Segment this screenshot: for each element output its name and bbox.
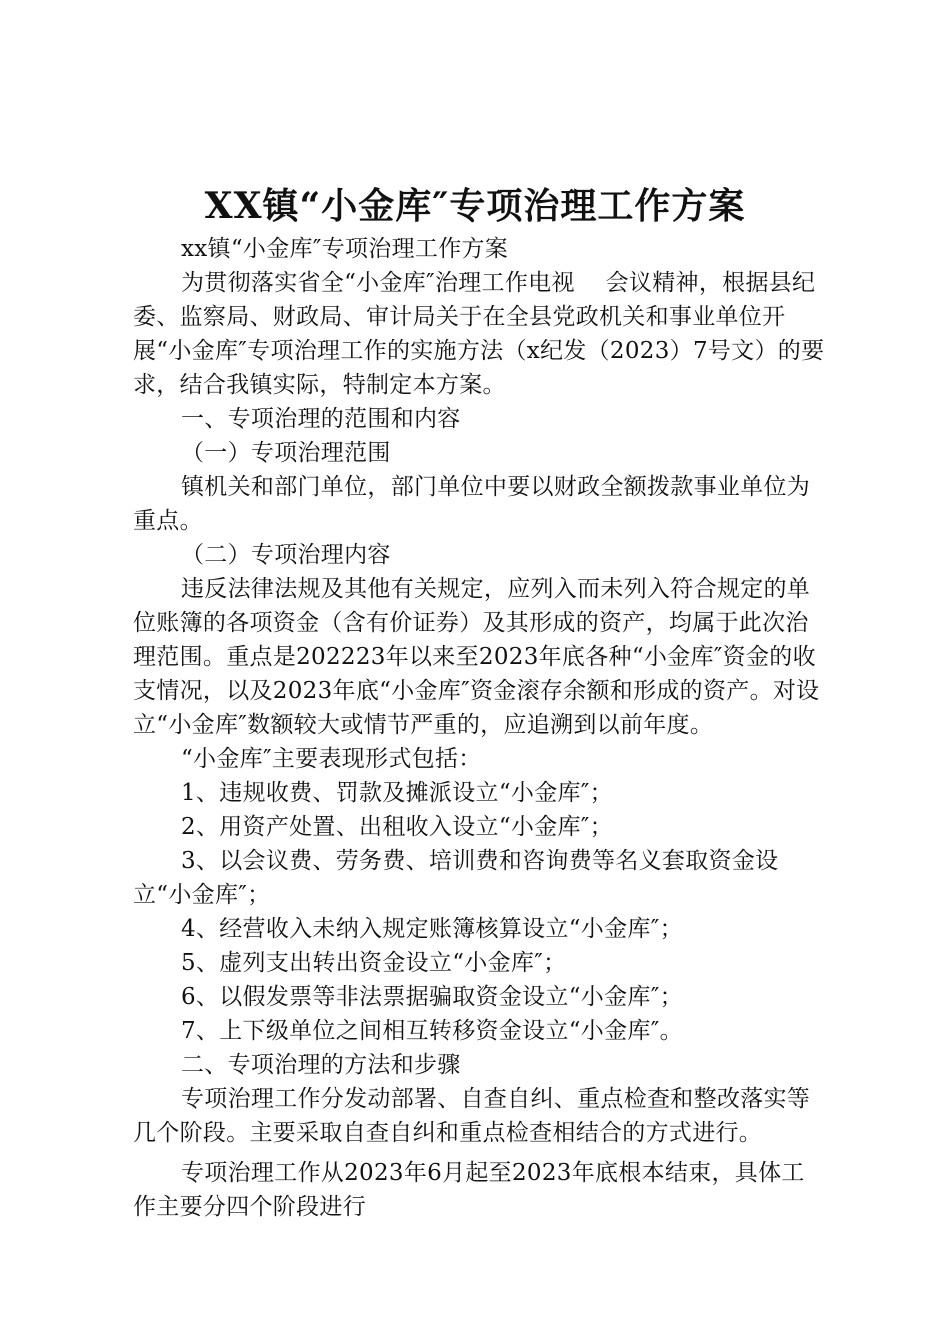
forms-intro: “小金库″主要表现形式包括：	[181, 746, 482, 772]
list-item-6: 6、以假发票等非法票据骗取资金设立“小金库″；	[181, 984, 683, 1010]
content-paragraph: 违反法律法规及其他有关规定，应列入而未列入符合规定的单位账簿的各项资金（含有价证券）及其形成的资产，均属于此次治理范围。重点是202223年以来至2023年底各种“小金库″资金的收支情况，以及2023年底“小金库″资金滚存余额和形成的资产。对设立“小金库″数额较大或情节严重的，应追溯到以前年度。	[133, 576, 820, 738]
list-item-1: 1、违规收费、罚款及摊派设立“小金库″；	[181, 780, 613, 806]
subsection-heading-1-2: （二）专项治理内容	[181, 542, 391, 568]
method-paragraph: 专项治理工作分发动部署、自查自纠、重点检查和整改落实等几个阶段。主要采取自查自纠和重点检查相结合的方式进行。	[133, 1086, 811, 1146]
section-heading-1: 一、专项治理的范围和内容	[181, 406, 461, 432]
scope-paragraph: 镇机关和部门单位，部门单位中要以财政全额拨款事业单位为重点。	[133, 474, 811, 534]
list-item-3: 3、以会议费、劳务费、培训费和咨询费等名义套取资金设立“小金库″；	[133, 848, 779, 908]
list-item-2: 2、用资产处置、出租收入设立“小金库″；	[181, 814, 613, 840]
document-body	[133, 232, 827, 1224]
intro-paragraph: 为贯彻落实省全“小金库″治理工作电视 会议精神，根据县纪委、监察局、财政局、审计局关于在全县党政机关和事业单位开展“小金库″专项治理工作的实施方法（x纪发（2023）7号文）的要求，结合我镇实际，特制定本方案。	[133, 270, 825, 398]
list-item-7: 7、上下级单位之间相互转移资金设立“小金库″。	[181, 1018, 683, 1044]
subtitle-paragraph: xx镇“小金库″专项治理工作方案	[181, 236, 509, 262]
list-item-5: 5、虚列支出转出资金设立“小金库″；	[181, 950, 567, 976]
list-item-4: 4、经营收入未纳入规定账簿核算设立“小金库″；	[181, 916, 683, 942]
subsection-heading-1-1: （一）专项治理范围	[181, 440, 391, 466]
section-heading-2: 二、专项治理的方法和步骤	[181, 1052, 461, 1078]
schedule-paragraph: 专项治理工作从2023年6月起至2023年底根本结束，具体工作主要分四个阶段进行	[133, 1160, 805, 1220]
document-title: XX镇“小金库″专项治理工作方案	[204, 185, 746, 227]
